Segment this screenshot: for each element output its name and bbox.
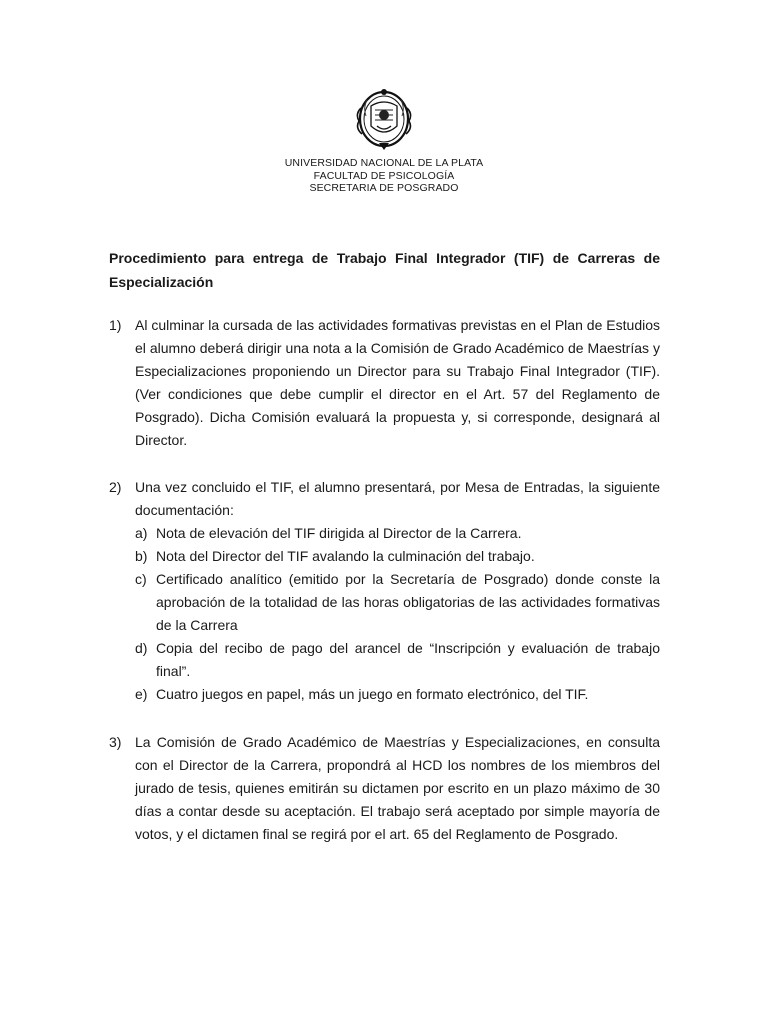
university-seal-icon — [353, 88, 415, 152]
list-item — [109, 731, 660, 846]
sub-item-letter: b) — [135, 548, 148, 564]
sub-item — [135, 683, 660, 706]
sub-item — [135, 522, 660, 545]
sub-item — [135, 568, 660, 637]
sub-item-letter: d) — [135, 640, 148, 656]
sub-item-text: Cuatro juegos en papel, más un juego en formato electrónico, del TIF. — [156, 686, 589, 702]
sub-item-text: Certificado analítico (emitido por la Secretaría de Posgrado) donde conste la aprobación de la totalidad de las horas obligatorias de las actividades formativas de la Carrera — [156, 571, 660, 633]
item-number: 1) — [109, 317, 122, 333]
sub-item — [135, 545, 660, 568]
sub-item-text: Copia del recibo de pago del arancel de “Inscripción y evaluación de trabajo final”. — [156, 640, 660, 679]
item-number: 2) — [109, 479, 122, 495]
sub-item-letter: e) — [135, 686, 148, 702]
institution-header — [0, 157, 768, 195]
header-secretary: SECRETARIA DE POSGRADO — [309, 182, 459, 194]
sub-item-letter: a) — [135, 525, 148, 541]
header-faculty: FACULTAD DE PSICOLOGÍA — [313, 169, 455, 182]
header-university: UNIVERSIDAD NACIONAL DE LA PLATA — [284, 157, 484, 169]
sub-item-letter: c) — [135, 571, 147, 587]
sub-item-text: Nota del Director del TIF avalando la culminación del trabajo. — [156, 548, 535, 564]
item-text: Una vez concluido el TIF, el alumno presentará, por Mesa de Entradas, la siguiente documentación: — [135, 479, 660, 518]
sub-item — [135, 637, 660, 683]
item-number: 3) — [109, 734, 122, 750]
list-item — [109, 314, 660, 452]
list-item — [109, 476, 660, 706]
document-title: Procedimiento para entrega de Trabajo Final Integrador (TIF) de Carreras de Especialización — [109, 250, 660, 290]
item-text: Al culminar la cursada de las actividades formativas previstas en el Plan de Estudios el alumno deberá dirigir una nota a la Comisión de Grado Académico de Maestrías y Especializaciones proponiendo un Director para su Trabajo Final Integrador (TIF). (Ver condiciones que debe cumplir el director en el Art. 57 del Reglamento de Posgrado). Dicha Comisión evaluará la propuesta y, si corresponde, designará al Director. — [135, 317, 660, 448]
sub-item-text: Nota de elevación del TIF dirigida al Director de la Carrera. — [156, 525, 522, 541]
item-text: La Comisión de Grado Académico de Maestrías y Especializaciones, en consulta con el Director de la Carrera, propondrá al HCD los nombres de los miembros del jurado de tesis, quienes emitirán su dictamen por escrito en un plazo máximo de 30 días a contar desde su aceptación. El trabajo será aceptado por simple mayoría de votos, y el dictamen final se regirá por el art. 65 del Reglamento de Posgrado. — [135, 734, 660, 842]
